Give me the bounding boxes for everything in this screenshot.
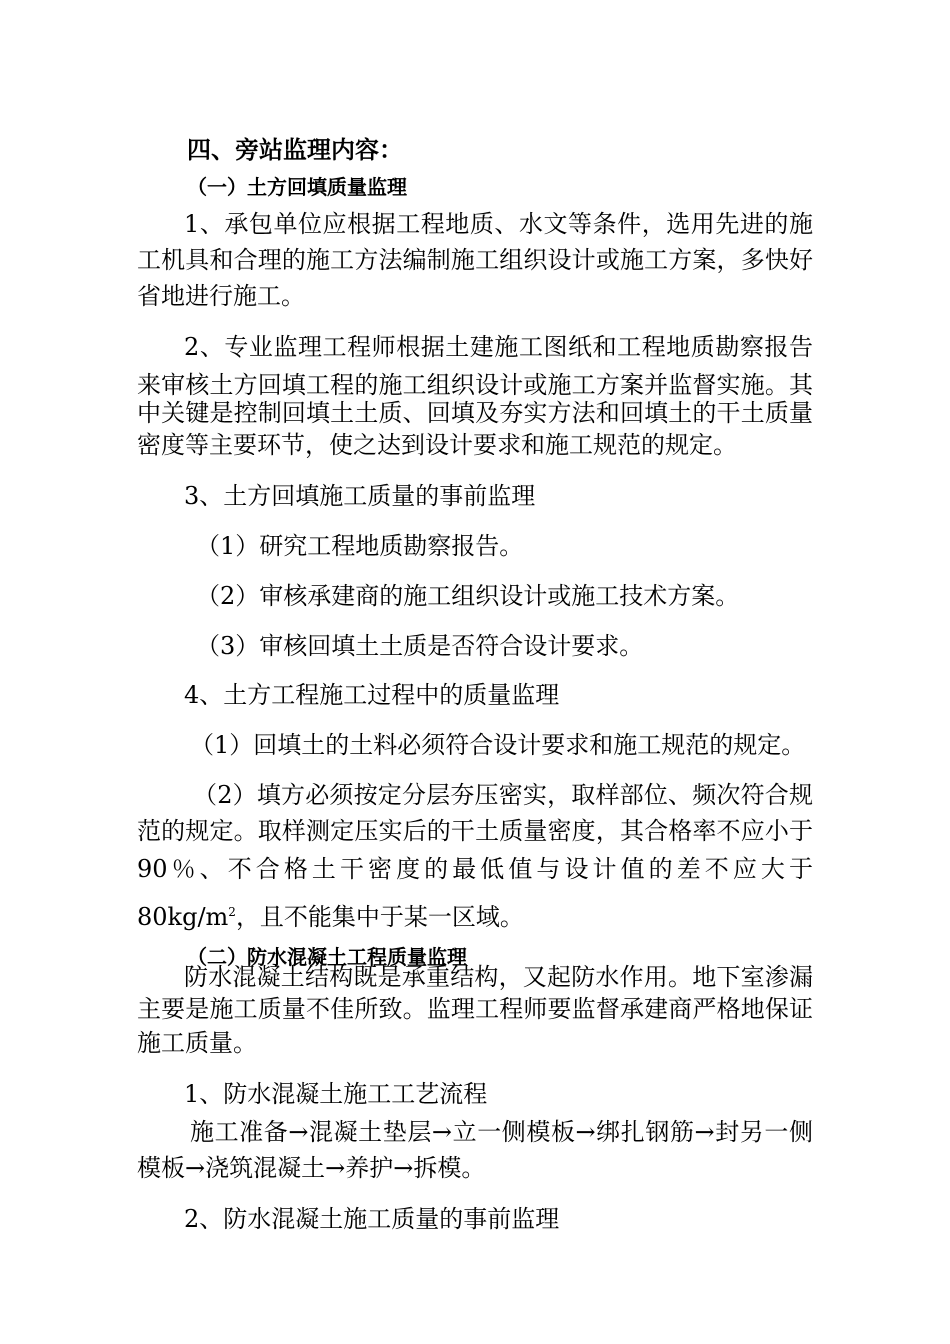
paragraph-2-line-1: 2、专业监理工程师根据土建施工图纸和工程地质勘察报告 [184,333,813,361]
paragraph-4-item-2-line-1: （2）填方必须按定分层夯压密实，取样部位、频次符合规 [193,781,813,809]
paragraph-6-line-1: 施工准备→混凝土垫层→立一侧模板→绑扎钢筋→封另一侧 [190,1118,813,1146]
subsection-title-earthwork: （一）土方回填质量监理 [187,175,407,199]
section-title: 四、旁站监理内容： [187,135,403,164]
paragraph-4-item-2-line-2: 范的规定。取样测定压实后的干土质量密度，其合格率不应小于 [137,817,813,845]
density-rest: ，且不能集中于某一区域。 [235,903,524,931]
paragraph-5-line-2: 主要是施工质量不佳所致。监理工程师要监督承建商严格地保证 [137,995,813,1023]
subsection-title-waterproof-concrete: （二）防水混凝土工程质量监理 [187,945,467,969]
paragraph-4-item-2-line-3: 90％、不合格土干密度的最低值与设计值的差不应大于 [137,855,813,883]
paragraph-5-line-1: 防水混凝土结构既是承重结构，又起防水作用。地下室渗漏 [184,963,813,991]
paragraph-2-line-3: 中关键是控制回填土土质、回填及夯实方法和回填土的干土质量 [137,399,813,427]
paragraph-3-title: 3、土方回填施工质量的事前监理 [184,482,536,510]
paragraph-4-item-2-line-4 [137,900,813,934]
paragraph-4-title: 4、土方工程施工过程中的质量监理 [184,681,560,709]
paragraph-2-line-2: 来审核土方回填工程的施工组织设计或施工方案并监督实施。其 [137,371,813,399]
paragraph-5-line-3: 施工质量。 [137,1029,257,1057]
paragraph-4-item-1: （1）回填土的土料必须符合设计要求和施工规范的规定。 [190,731,806,759]
paragraph-7-title: 2、防水混凝土施工质量的事前监理 [184,1205,560,1233]
paragraph-1-line-2: 工机具和合理的施工方法编制施工组织设计或施工方案，多快好 [137,246,813,274]
paragraph-6-line-2: 模板→浇筑混凝土→养护→拆模。 [137,1154,486,1182]
paragraph-1-line-1: 1、承包单位应根据工程地质、水文等条件，选用先进的施 [184,210,813,238]
paragraph-6-title: 1、防水混凝土施工工艺流程 [184,1080,488,1108]
paragraph-1-line-3: 省地进行施工。 [137,282,305,310]
density-value: 80kg/m [137,903,229,931]
paragraph-3-item-2: （2）审核承建商的施工组织设计或施工技术方案。 [196,582,740,610]
density-exponent: 2 [228,905,236,919]
paragraph-3-item-3: （3）审核回填土土质是否符合设计要求。 [196,632,644,660]
paragraph-3-item-1: （1）研究工程地质勘察报告。 [196,532,524,560]
paragraph-2-line-4: 密度等主要环节，使之达到设计要求和施工规范的规定。 [137,431,737,459]
